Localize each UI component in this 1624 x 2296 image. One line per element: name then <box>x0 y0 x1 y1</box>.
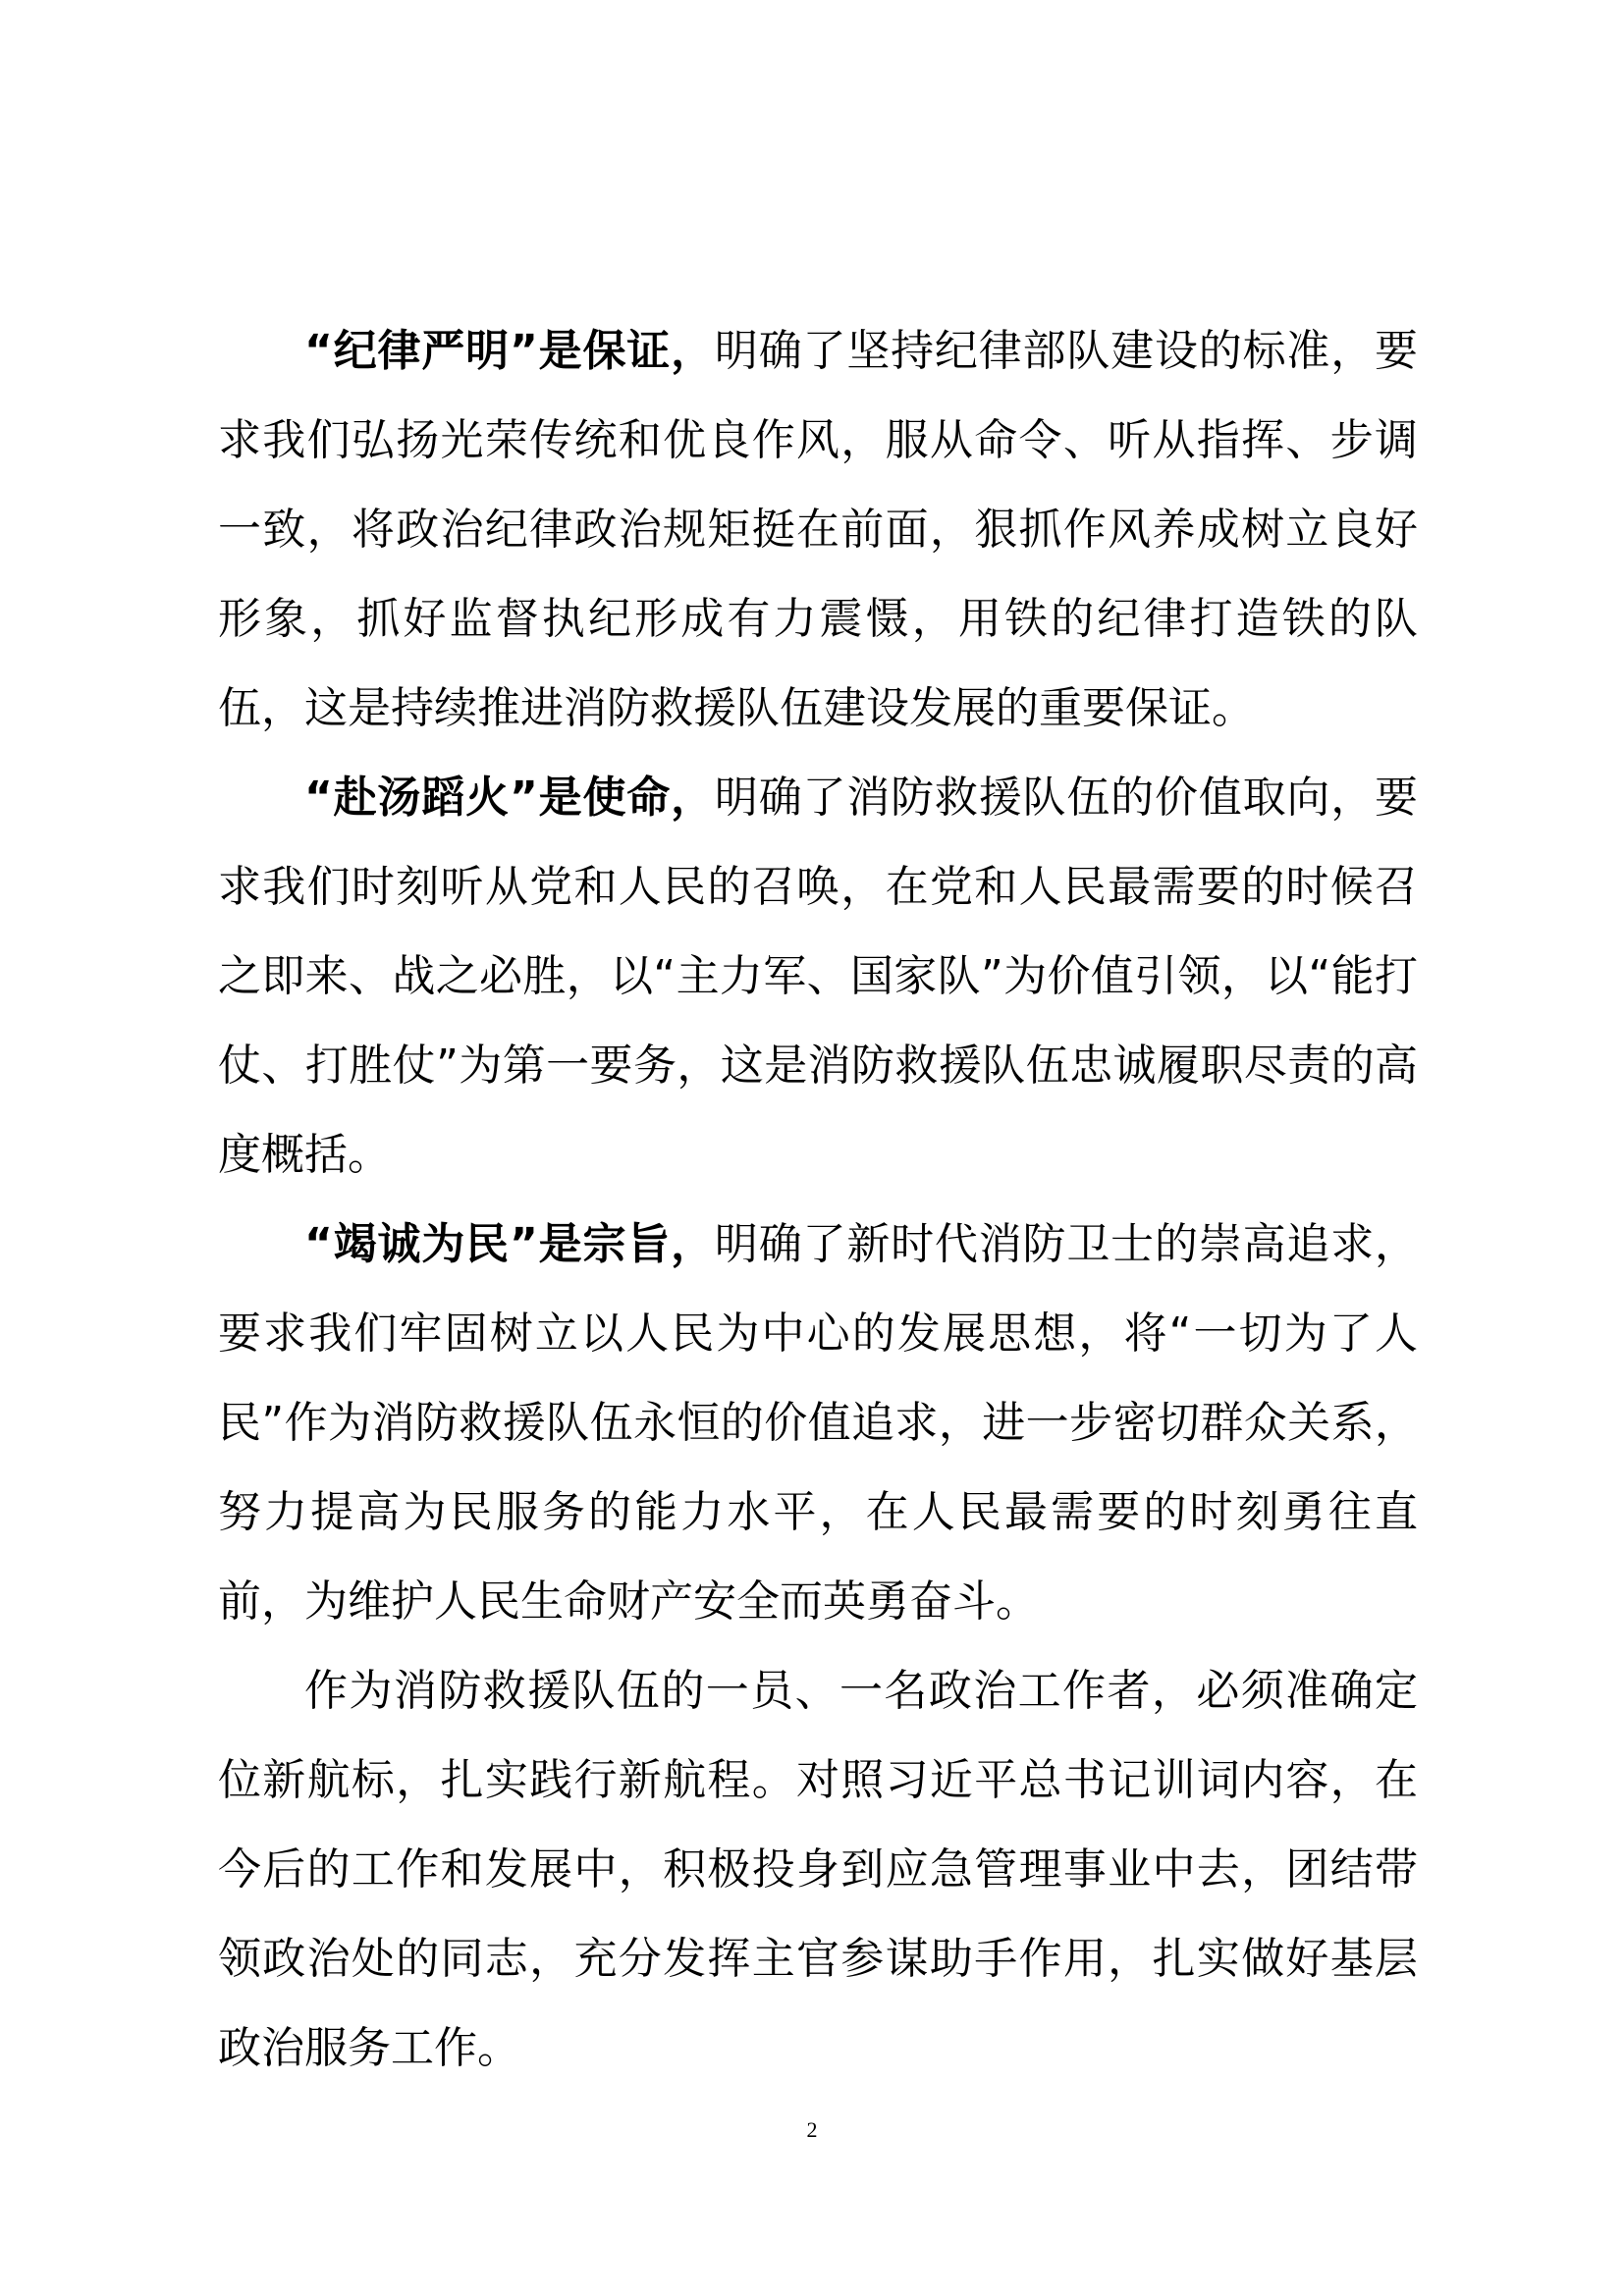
paragraph-lead: “纪律严明”是保证， <box>304 326 715 376</box>
document-body <box>218 306 1418 2093</box>
page-number: 2 <box>806 2117 818 2142</box>
paragraph-purpose <box>218 1200 1418 1646</box>
paragraph-mission <box>218 753 1418 1200</box>
paragraph-discipline <box>218 306 1418 753</box>
paragraph-text: 明确了坚持纪律部队建设的标准，要求我们弘扬光荣传统和优良作风，服从命令、听从指挥、步调一致，将政治纪律政治规矩挺在前面，狠抓作风养成树立良好形象，抓好监督执纪形成有力震慑，用铁的纪律打造铁的队伍，这是持续推进消防救援队伍建设发展的重要保证。 <box>218 326 1418 733</box>
paragraph-text: 明确了消防救援队伍的价值取向，要求我们时刻听从党和人民的召唤，在党和人民最需要的时候召之即来、战之必胜，以“主力军、国家队”为价值引领，以“能打仗、打胜仗”为第一要务，这是消防救援队伍忠诚履职尽责的高度概括。 <box>218 773 1418 1180</box>
paragraph-conclusion <box>218 1646 1418 2093</box>
paragraph-lead: “竭诚为民”是宗旨， <box>304 1219 715 1269</box>
paragraph-text: 作为消防救援队伍的一员、一名政治工作者，必须准确定位新航标，扎实践行新航程。对照习近平总书记训词内容，在今后的工作和发展中，积极投身到应急管理事业中去，团结带领政治处的同志，充分发挥主官参谋助手作用，扎实做好基层政治服务工作。 <box>218 1666 1418 2073</box>
paragraph-lead: “赴汤蹈火”是使命， <box>304 773 715 823</box>
paragraph-text: 明确了新时代消防卫士的崇高追求，要求我们牢固树立以人民为中心的发展思想，将“一切为了人民”作为消防救援队伍永恒的价值追求，进一步密切群众关系，努力提高为民服务的能力水平，在人民最需要的时刻勇往直前，为维护人民生命财产安全而英勇奋斗。 <box>218 1219 1418 1627</box>
